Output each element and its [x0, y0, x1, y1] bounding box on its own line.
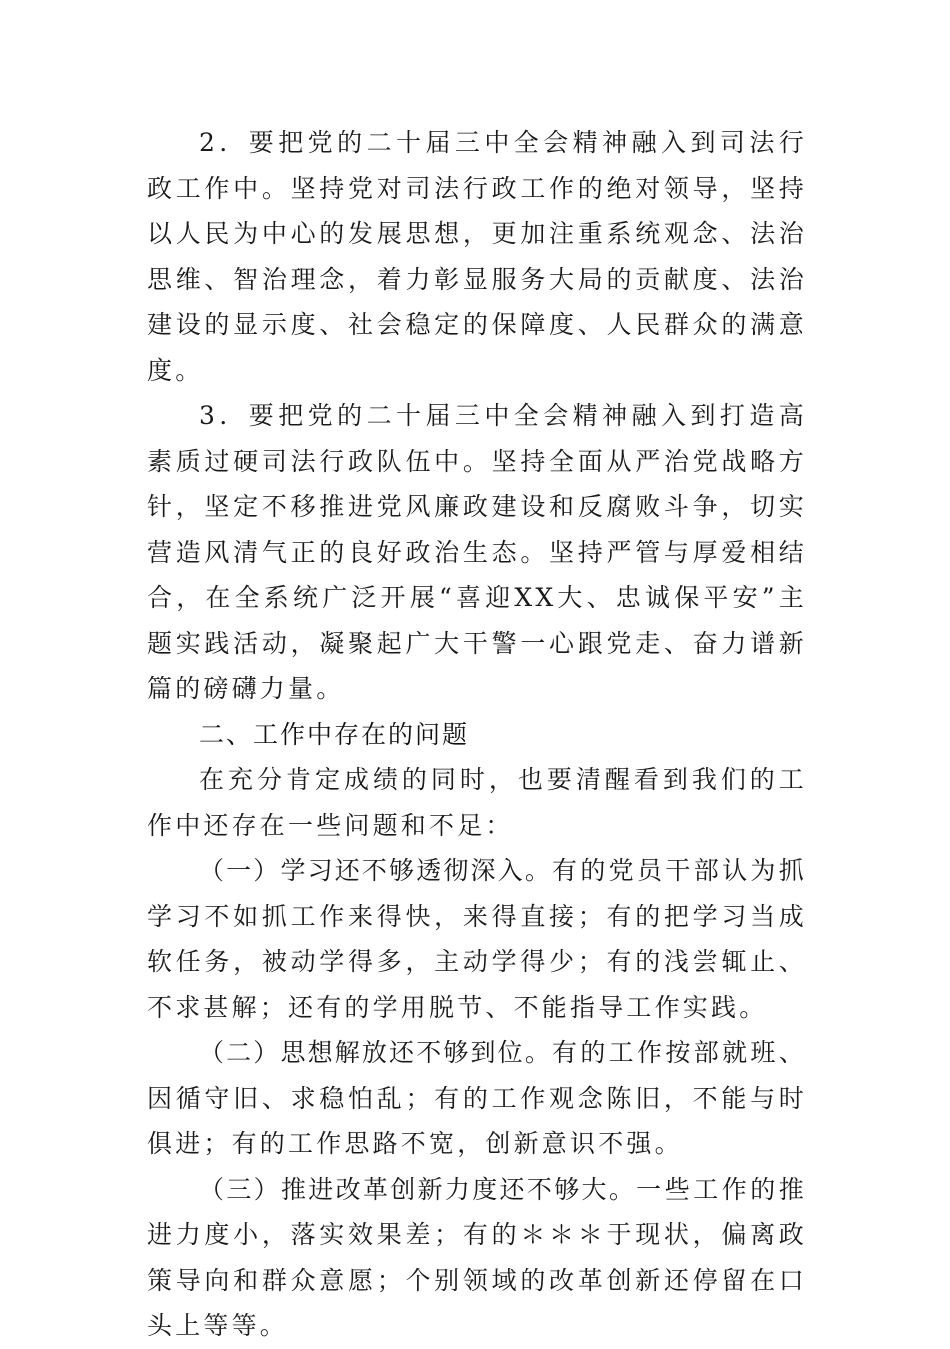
intro-text: 在充分肯定成绩的同时，也要清醒看到我们的工作中还存在一些问题和不足： — [147, 765, 807, 840]
paragraph-item-2 — [147, 120, 807, 393]
issue-text: 一些工作的推进力度小，落实效果差；有的＊＊＊于现状，偏离政策导向和群众意愿；个别领域的改革创新还停留在口头上等等。 — [147, 1174, 807, 1340]
paragraph-item-3 — [147, 393, 807, 712]
issue-lead: （二）思想解放还不够到位。 — [199, 1038, 552, 1067]
issue-3 — [147, 1167, 807, 1349]
section-heading: 二、工作中存在的问题 — [199, 719, 470, 749]
issue-text: 有的工作按部就班、因循守旧、求稳怕乱；有的工作观念陈旧，不能与时俱进；有的工作思路不宽，创新意识不强。 — [147, 1038, 807, 1158]
issue-lead: （一）学习还不够透彻深入。 — [199, 856, 552, 885]
intro-paragraph — [147, 757, 807, 848]
paragraph-text: 3．要把党的二十届三中全会精神融入到打造高素质过硬司法行政队伍中。坚持全面从严治党战略方针，坚定不移推进党风廉政建设和反腐败斗争，切实营造风清气正的良好政治生态。坚持严管与厚爱相结合，在全系统广泛开展“喜迎XX大、忠诚保平安”主题实践活动，凝聚起广大干警一心跟党走、奋力谱新篇的磅礴力量。 — [147, 401, 807, 703]
issue-2 — [147, 1030, 807, 1167]
issue-1 — [147, 848, 807, 1030]
document-body — [147, 120, 807, 1349]
issue-text: 有的党员干部认为抓学习不如抓工作来得快，来得直接；有的把学习当成软任务，被动学得多，主动学得少；有的浅尝辄止、不求甚解；还有的学用脱节、不能指导工作实践。 — [147, 856, 807, 1022]
paragraph-text: 2．要把党的二十届三中全会精神融入到司法行政工作中。坚持党对司法行政工作的绝对领导，坚持以人民为中心的发展思想，更加注重系统观念、法治思维、智治理念，着力彰显服务大局的贡献度、法治建设的显示度、社会稳定的保障度、人民群众的满意度。 — [147, 128, 807, 385]
issue-lead: （三）推进改革创新力度还不够大。 — [199, 1174, 637, 1204]
